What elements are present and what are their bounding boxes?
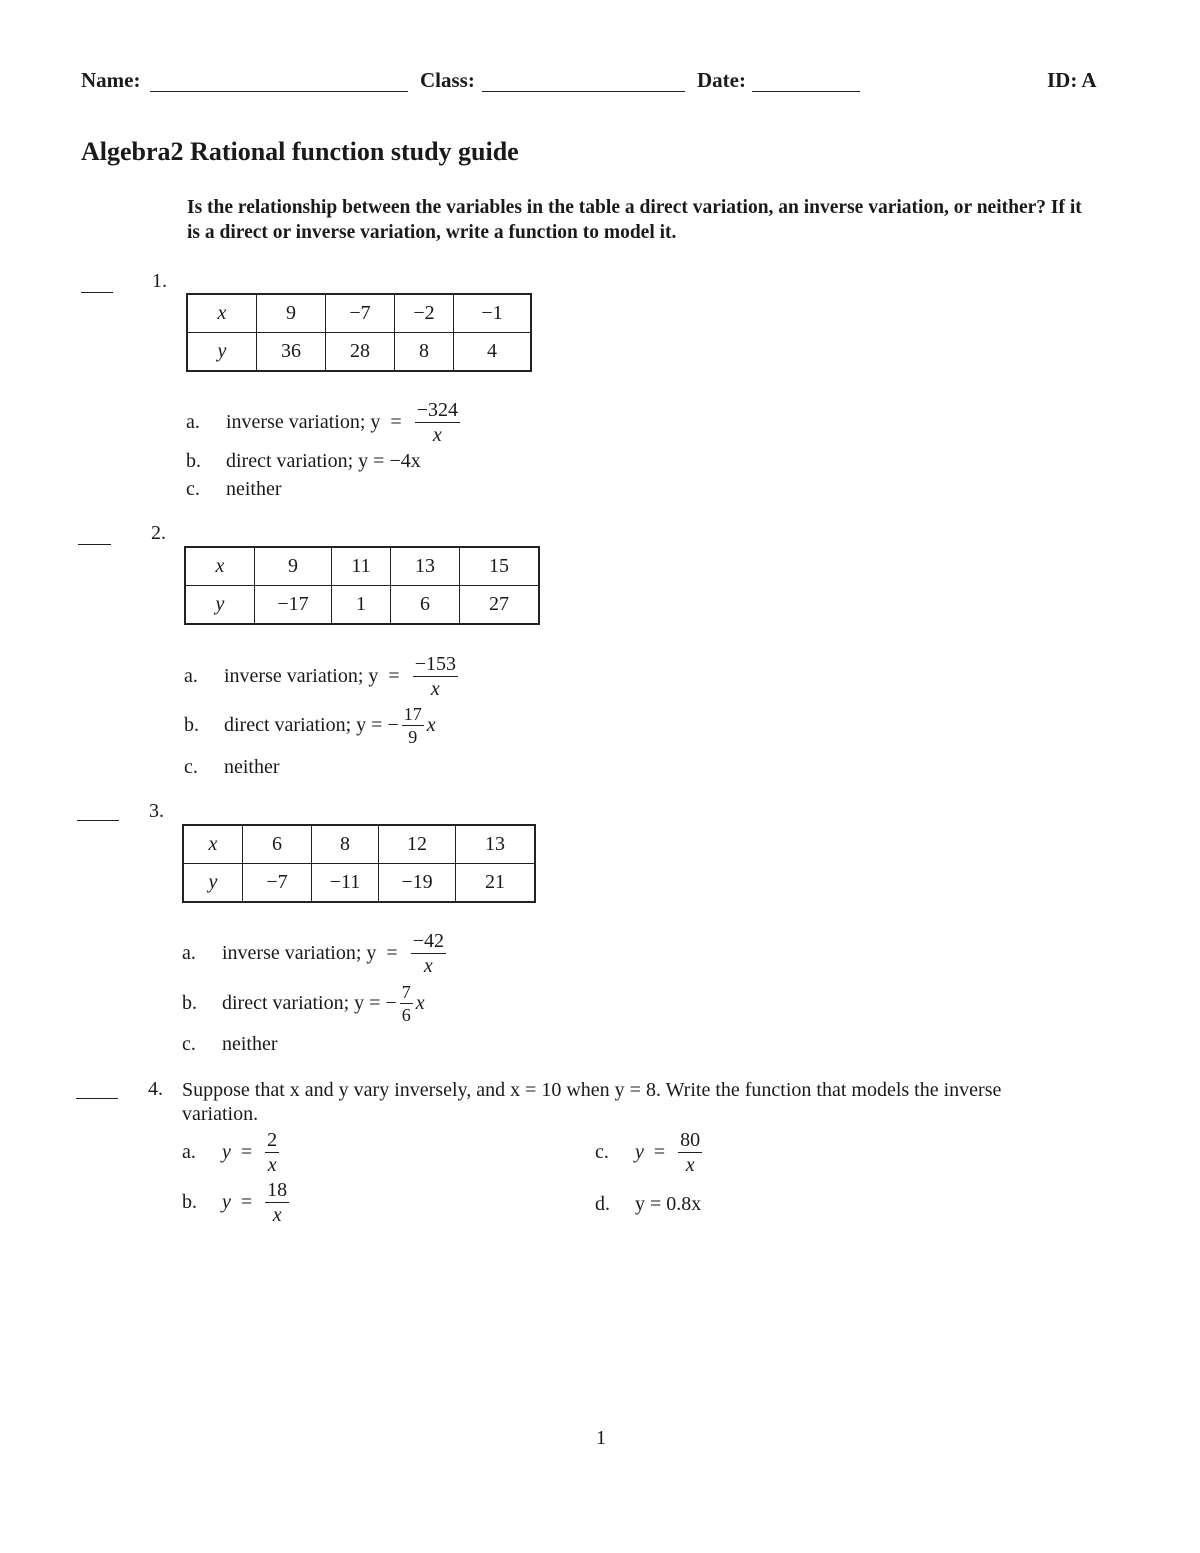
answer-blank-2[interactable] bbox=[78, 544, 111, 545]
choice-letter: b. bbox=[186, 450, 201, 472]
choice-4a[interactable]: a. y = $\frac{2}{x}$ bbox=[182, 1129, 278, 1176]
numerator: −324 bbox=[416, 399, 458, 421]
numerator: 18 bbox=[267, 1179, 288, 1201]
table-cell: 9 bbox=[255, 547, 332, 586]
choice-lhs: y bbox=[635, 1141, 644, 1163]
choice-4d[interactable] bbox=[595, 1193, 701, 1216]
numerator: 80 bbox=[680, 1129, 701, 1151]
table-cell: x bbox=[183, 825, 243, 864]
table-cell: −7 bbox=[243, 864, 312, 903]
choice-3b[interactable] bbox=[182, 983, 425, 1024]
table-cell: y bbox=[185, 586, 255, 625]
fraction bbox=[402, 705, 424, 746]
choice-4b[interactable]: b. y = $\frac{18}{x}$ bbox=[182, 1179, 288, 1226]
denominator: x bbox=[432, 424, 442, 446]
choice-text: direct variation; y = − bbox=[224, 714, 399, 736]
fraction bbox=[413, 654, 458, 699]
choice-text: neither bbox=[222, 1033, 278, 1055]
choice-text: neither bbox=[224, 756, 280, 778]
denominator: x bbox=[423, 955, 433, 977]
table-cell: 6 bbox=[391, 586, 460, 625]
choice-suffix: x bbox=[415, 992, 425, 1014]
choice-text: y = 0.8x bbox=[635, 1193, 702, 1215]
numerator: −153 bbox=[414, 653, 456, 675]
fraction bbox=[265, 1180, 289, 1225]
choice-text: neither bbox=[226, 478, 282, 500]
choice-3a[interactable]: a. inverse variation; y = $\frac{-42}{x}$ bbox=[182, 930, 444, 977]
choice-text: inverse variation; y bbox=[222, 942, 377, 964]
choice-lhs: y bbox=[222, 1191, 231, 1213]
choice-letter: a. bbox=[186, 411, 200, 433]
table-cell: 1 bbox=[332, 586, 391, 625]
question-number-3: 3. bbox=[149, 800, 164, 822]
choice-letter: a. bbox=[182, 1141, 196, 1163]
denominator: x bbox=[430, 678, 440, 700]
table-cell: 13 bbox=[391, 547, 460, 586]
table-row-y bbox=[185, 586, 539, 625]
answer-blank-4[interactable] bbox=[76, 1098, 118, 1099]
question-number-2: 2. bbox=[151, 522, 166, 544]
choice-letter: d. bbox=[595, 1193, 610, 1215]
table-cell: −7 bbox=[326, 294, 395, 333]
numerator: −42 bbox=[412, 930, 444, 952]
choice-text: direct variation; y = − bbox=[222, 992, 397, 1014]
numerator: 17 bbox=[403, 704, 422, 724]
table-cell: −17 bbox=[255, 586, 332, 625]
table-cell: −11 bbox=[312, 864, 379, 903]
fraction bbox=[411, 931, 446, 976]
table-cell: −19 bbox=[379, 864, 456, 903]
table-cell: −1 bbox=[454, 294, 532, 333]
table-cell: 15 bbox=[460, 547, 540, 586]
table-cell: x bbox=[185, 547, 255, 586]
denominator: x bbox=[685, 1154, 695, 1176]
choice-1b[interactable] bbox=[186, 450, 421, 473]
denominator: 6 bbox=[401, 1005, 411, 1025]
answer-blank-1[interactable] bbox=[81, 292, 113, 293]
denominator: x bbox=[267, 1154, 277, 1176]
choice-letter: a. bbox=[184, 665, 198, 687]
choice-letter: b. bbox=[182, 1191, 197, 1213]
choice-text: inverse variation; y bbox=[226, 411, 381, 433]
table-row-x bbox=[185, 547, 539, 586]
choice-2c[interactable] bbox=[184, 756, 280, 779]
table-cell: 12 bbox=[379, 825, 456, 864]
fraction bbox=[678, 1130, 702, 1175]
table-cell: x bbox=[187, 294, 257, 333]
table-cell: y bbox=[183, 864, 243, 903]
answer-blank-3[interactable] bbox=[77, 820, 119, 821]
numerator: 2 bbox=[267, 1129, 278, 1151]
table-cell: 36 bbox=[257, 333, 326, 372]
choice-4c[interactable]: c. y = $\frac{80}{x}$ bbox=[595, 1129, 701, 1176]
variation-table-1 bbox=[186, 293, 532, 372]
table-cell: y bbox=[187, 333, 257, 372]
choice-lhs: y bbox=[222, 1141, 231, 1163]
choice-letter: a. bbox=[182, 942, 196, 964]
page-title: Algebra2 Rational function study guide bbox=[81, 137, 519, 166]
choice-letter: b. bbox=[182, 992, 197, 1014]
choice-letter: c. bbox=[595, 1141, 609, 1163]
denominator: x bbox=[272, 1204, 282, 1226]
table-cell: 21 bbox=[456, 864, 536, 903]
question-number-4: 4. bbox=[148, 1078, 163, 1100]
table-cell: 11 bbox=[332, 547, 391, 586]
table-row-y bbox=[183, 864, 535, 903]
table-row-y bbox=[187, 333, 531, 372]
denominator: 9 bbox=[408, 727, 418, 747]
date-field[interactable] bbox=[752, 91, 860, 92]
name-field[interactable] bbox=[150, 91, 408, 92]
class-label: Class: bbox=[420, 68, 475, 92]
variation-table-3 bbox=[182, 824, 536, 903]
variation-table-2 bbox=[184, 546, 540, 625]
question-4-text: Suppose that x and y vary inversely, and x = 10 when y = 8. Write the function that models the inverse variation. bbox=[182, 1079, 1002, 1125]
date-label: Date: bbox=[697, 68, 746, 92]
choice-2b[interactable] bbox=[184, 705, 436, 746]
id-label: ID: A bbox=[1047, 68, 1097, 92]
table-cell: 28 bbox=[326, 333, 395, 372]
instructions: Is the relationship between the variables in the table a direct variation, an inverse variation, or neither? If it is a direct or inverse variation, write a function to model it. bbox=[187, 197, 1082, 243]
choice-1c[interactable] bbox=[186, 478, 282, 501]
table-cell: 8 bbox=[395, 333, 454, 372]
question-number-1: 1. bbox=[152, 270, 167, 292]
table-row-x bbox=[187, 294, 531, 333]
table-cell: 27 bbox=[460, 586, 540, 625]
fraction bbox=[265, 1130, 279, 1175]
table-cell: 8 bbox=[312, 825, 379, 864]
choice-suffix: x bbox=[426, 714, 436, 736]
fraction bbox=[400, 983, 413, 1024]
class-field[interactable] bbox=[482, 91, 685, 92]
table-cell: 4 bbox=[454, 333, 532, 372]
numerator: 7 bbox=[401, 982, 411, 1002]
choice-text: inverse variation; y bbox=[224, 665, 379, 687]
name-label: Name: bbox=[81, 68, 141, 92]
table-row-x bbox=[183, 825, 535, 864]
choice-letter: c. bbox=[182, 1033, 196, 1055]
choice-1a[interactable]: a. inverse variation; y = $\frac{-324}{x}$ bbox=[186, 399, 458, 446]
choice-2a[interactable]: a. inverse variation; y = $\frac{-153}{x}$ bbox=[184, 653, 456, 700]
table-cell: −2 bbox=[395, 294, 454, 333]
choice-3c[interactable] bbox=[182, 1033, 278, 1056]
table-cell: 9 bbox=[257, 294, 326, 333]
table-cell: 13 bbox=[456, 825, 536, 864]
fraction bbox=[415, 400, 460, 445]
choice-letter: c. bbox=[184, 756, 198, 778]
choice-letter: c. bbox=[186, 478, 200, 500]
choice-letter: b. bbox=[184, 714, 199, 736]
page-number: 1 bbox=[596, 1427, 606, 1449]
table-cell: 6 bbox=[243, 825, 312, 864]
choice-text: direct variation; y = −4x bbox=[226, 450, 421, 472]
